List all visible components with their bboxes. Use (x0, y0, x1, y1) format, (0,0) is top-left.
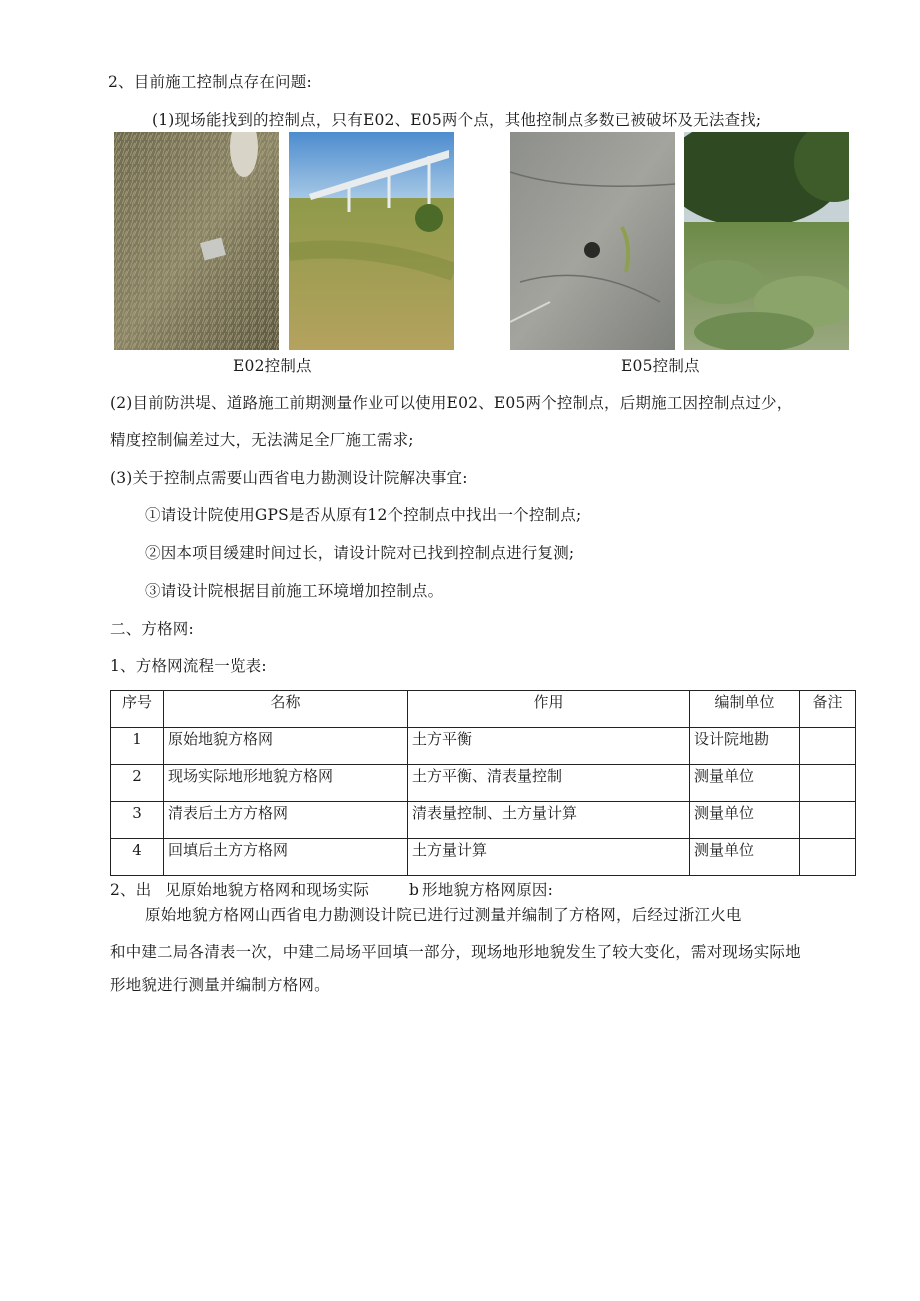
table-cell: 测量单位 (690, 765, 800, 802)
table-cell: 清表量控制、土方量计算 (408, 802, 690, 839)
table-cell: 测量单位 (690, 839, 800, 876)
table-cell: 回填后土方方格网 (164, 839, 408, 876)
reason-heading-part-a: 2、出 (110, 881, 152, 899)
table-heading: 1、方格网流程一览表: (110, 657, 267, 675)
header-cell: 名称 (164, 691, 408, 728)
reason-paragraph-line-1: 原始地貌方格网山西省电力勘测设计院已进行过测量并编制了方格网，后经过浙江火电 (145, 906, 742, 924)
table-cell: 设计院地勘 (690, 728, 800, 765)
sub-item-1: ①请设计院使用GPS是否从原有12个控制点中找出一个控制点; (145, 506, 582, 524)
photo-e05-site (684, 132, 849, 350)
table-cell (800, 802, 856, 839)
item-3-text: (3)关于控制点需要山西省电力勘测设计院解决事宜: (110, 469, 468, 487)
sub-item-3: ③请设计院根据目前施工环境增加控制点。 (145, 582, 444, 600)
reason-paragraph-line-2: 和中建二局各清表一次，中建二局场平回填一部分，现场地形地貌发生了较大变化，需对现场实际地 (110, 943, 801, 961)
item-2-line-2: 精度控制偏差过大，无法满足全厂施工需求; (110, 431, 414, 449)
reason-heading-part-b: 见原始地貌方格网和现场实际 (165, 881, 370, 899)
photo-e05-ground (510, 132, 675, 350)
table-row (111, 765, 856, 802)
reason-paragraph-line-3: 形地貌进行测量并编制方格网。 (110, 976, 330, 994)
table-row (111, 728, 856, 765)
item-2-line-1: (2)目前防洪堤、道路施工前期测量作业可以使用E02、E05两个控制点，后期施工因控制点过少， (110, 394, 793, 412)
table-cell: 1 (111, 728, 164, 765)
table-row (111, 839, 856, 876)
header-cell: 作用 (408, 691, 690, 728)
table-cell: 2 (111, 765, 164, 802)
header-cell: 序号 (111, 691, 164, 728)
table-cell (800, 839, 856, 876)
table-cell: 土方平衡 (408, 728, 690, 765)
section-heading-grid: 二、方格网: (110, 620, 194, 638)
grid-process-table (110, 690, 856, 876)
table-header-row (111, 691, 856, 728)
table-cell (800, 765, 856, 802)
caption-e05: E05控制点 (621, 357, 700, 375)
header-cell: 备注 (800, 691, 856, 728)
table-cell: 4 (111, 839, 164, 876)
table-cell: 现场实际地形地貌方格网 (164, 765, 408, 802)
header-cell: 编制单位 (690, 691, 800, 728)
reason-heading-part-c: b (409, 881, 420, 899)
table-cell (800, 728, 856, 765)
table-cell: 土方量计算 (408, 839, 690, 876)
table-cell: 3 (111, 802, 164, 839)
table-row (111, 802, 856, 839)
photo-e02-site (289, 132, 454, 350)
table-cell: 清表后土方方格网 (164, 802, 408, 839)
item-1-text: (1)现场能找到的控制点，只有E02、E05两个点，其他控制点多数已被破坏及无法查找; (152, 111, 762, 129)
section-heading-control-points: 2、目前施工控制点存在问题: (108, 73, 312, 91)
table-cell: 测量单位 (690, 802, 800, 839)
caption-e02: E02控制点 (233, 357, 312, 375)
table-cell: 土方平衡、清表量控制 (408, 765, 690, 802)
sub-item-2: ②因本项目缓建时间过长，请设计院对已找到控制点进行复测; (145, 544, 575, 562)
photo-e02-ground (114, 132, 279, 350)
reason-heading-part-d: 形地貌方格网原因: (422, 881, 554, 899)
table-cell: 原始地貌方格网 (164, 728, 408, 765)
